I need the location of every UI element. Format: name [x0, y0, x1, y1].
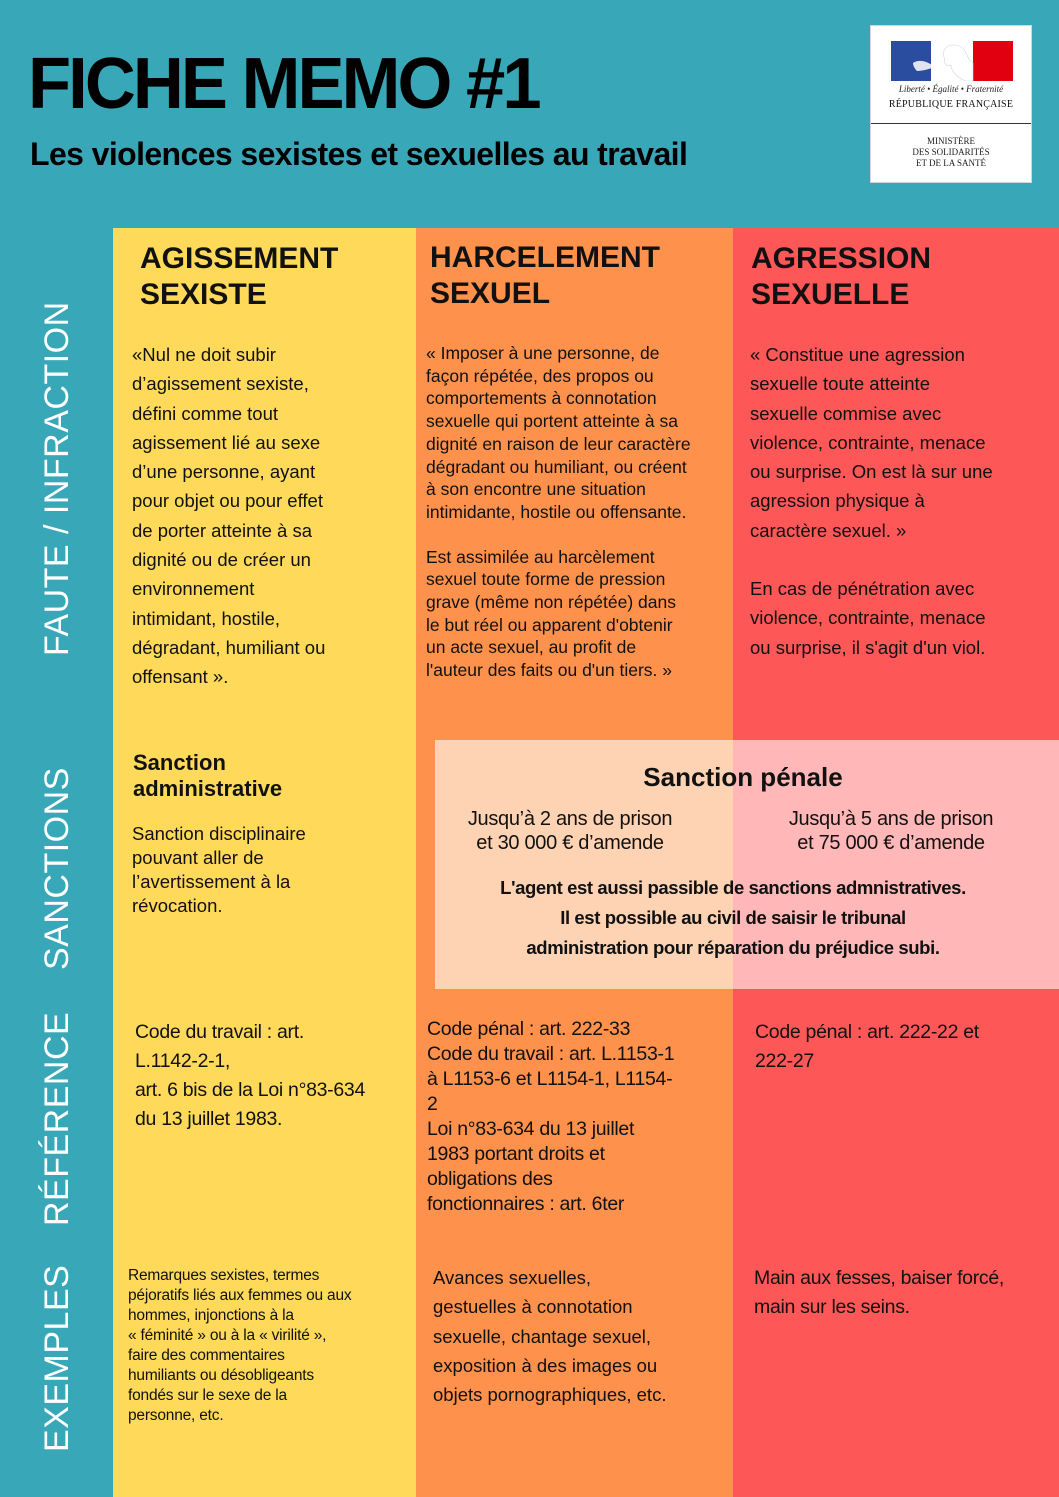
text-line: Code pénal : art. 222-22 et — [755, 1021, 979, 1043]
text-line: comportements à connotation — [426, 388, 657, 409]
text-line: « Imposer à une personne, de — [426, 343, 660, 363]
text-line: façon répétée, des propos ou — [426, 365, 654, 386]
text-line: Sanction — [133, 750, 226, 775]
text-line: main sur les seins. — [754, 1296, 910, 1318]
penalty-agression — [755, 807, 1027, 855]
text-line: hommes, injonctions à la — [128, 1307, 294, 1324]
text-line: dignité ou de créer un — [132, 549, 311, 571]
text-line: Code du travail : art. — [135, 1021, 304, 1043]
text-line: gestuelles à connotation — [433, 1296, 633, 1318]
heading-line: HARCELEMENT — [430, 241, 660, 274]
heading-line: SEXUELLE — [751, 278, 910, 311]
text-line: sexuel toute forme de pression — [426, 569, 666, 590]
text-line: 222-27 — [755, 1050, 814, 1072]
text-line: défini comme tout — [132, 402, 279, 424]
ministry-line: ET DE LA SANTÉ — [915, 158, 987, 168]
text-line: l’avertissement à la — [132, 871, 291, 892]
text-line: Remarques sexistes, termes — [128, 1267, 320, 1284]
text-line: et 30 000 € d’amende — [476, 832, 664, 854]
text-line: agissement lié au sexe — [132, 431, 321, 453]
text-line: grave (même non répétée) dans — [426, 592, 676, 613]
text-line: intimidant, hostile, — [132, 607, 281, 629]
text-line: ou surprise. On est là sur une — [750, 461, 993, 483]
text-line: pouvant aller de — [132, 847, 264, 868]
text-line: L'agent est aussi passible de sanctions admnistratives. — [500, 877, 966, 898]
ministry-line: DES SOLIDARITÉS — [912, 147, 990, 157]
logo-republic: RÉPUBLIQUE FRANÇAISE — [888, 99, 1014, 110]
heading-line: SEXISTE — [140, 278, 267, 311]
text-line: « Constitue une agression — [750, 344, 965, 365]
text-line: Loi n°83-634 du 13 juillet — [427, 1118, 635, 1140]
text-line: L.1142-2-1, — [135, 1050, 230, 1072]
heading-agression-sexuelle — [751, 241, 931, 313]
row-label-exemples: EXEMPLES — [38, 1264, 76, 1452]
text-line: sexuelle, chantage sexuel, — [433, 1325, 652, 1347]
text-line: Est assimilée au harcèlement — [426, 546, 655, 567]
text-line: et 75 000 € d’amende — [797, 832, 985, 854]
heading-line: SEXUEL — [430, 277, 551, 310]
sanction-penale-box — [435, 740, 1059, 989]
text-line: «Nul ne doit subir — [132, 344, 276, 365]
text-line: sexuelle commise avec — [750, 402, 942, 424]
text-line: du 13 juillet 1983. — [135, 1108, 283, 1130]
text-line: Code du travail : art. L.1153-1 — [427, 1043, 675, 1065]
reference-agression-sexuelle — [755, 1018, 979, 1076]
text-line: faire des commentaires — [128, 1347, 285, 1364]
text-line: Main aux fesses, baiser forcé, — [754, 1267, 1005, 1289]
text-line: fondés sur le sexe de la — [128, 1387, 287, 1404]
penalty-harcelement — [435, 807, 705, 855]
text-line: Avances sexuelles, — [433, 1267, 592, 1288]
text-line: dégradant, humiliant ou — [132, 636, 326, 658]
text-line: le but réel ou apparent d'obtenir — [426, 614, 673, 635]
text-line: 2 — [427, 1093, 438, 1115]
text-line: violence, contrainte, menace — [750, 607, 986, 629]
text-line: intimidante, hostile ou offensante. — [426, 501, 687, 522]
logo-divider — [871, 123, 1031, 124]
text-line: Jusqu’à 2 ans de prison — [467, 808, 673, 830]
marianne-flag-icon — [891, 41, 1013, 81]
text-line: sexuelle toute atteinte — [750, 373, 930, 395]
row-label-faute: FAUTE / INFRACTION — [38, 301, 76, 656]
text-line: l'auteur des faits ou d'un tiers. » — [426, 660, 672, 681]
text-line: 1983 portant droits et — [427, 1143, 605, 1165]
text-line: révocation. — [132, 895, 223, 916]
page-title: FICHE MEMO #1 — [28, 44, 539, 124]
text-line: administration pour réparation du préjudice subi. — [526, 937, 940, 958]
definition-agression-sexuelle — [750, 340, 1050, 662]
republique-francaise-logo — [870, 25, 1032, 183]
text-line: exposition à des images ou — [433, 1354, 658, 1376]
logo-ministry — [871, 136, 1031, 169]
text-line: d’agissement sexiste, — [132, 373, 309, 395]
sanction-penale-title: Sanction pénale — [643, 762, 843, 792]
definition-harcelement-sexuel — [426, 342, 726, 682]
text-line: caractère sexuel. » — [750, 519, 907, 541]
text-line: Jusqu’à 5 ans de prison — [788, 808, 994, 830]
logo-motto: Liberté • Égalité • Fraternité — [898, 84, 1004, 94]
text-line: de porter atteinte à sa — [132, 519, 312, 541]
text-line: fonctionnaires : art. 6ter — [427, 1193, 625, 1215]
text-line: dégradant ou humiliant, ou créent — [426, 456, 687, 477]
examples-agissement-sexiste — [128, 1266, 351, 1426]
text-line: administrative — [133, 776, 283, 801]
penal-note — [435, 873, 1031, 963]
page-subtitle: Les violences sexistes et sexuelles au travail — [30, 136, 688, 172]
ministry-line: MINISTÈRE — [927, 136, 975, 146]
text-line: péjoratifs liés aux femmes ou aux — [128, 1287, 352, 1304]
text-line: à L1153-6 et L1154-1, L1154- — [427, 1068, 673, 1090]
text-line: un acte sexuel, au profit de — [426, 637, 637, 658]
text-line: objets pornographiques, etc. — [433, 1384, 667, 1406]
heading-line: AGRESSION — [751, 242, 932, 275]
text-line: offensant ». — [132, 666, 229, 688]
text-line: art. 6 bis de la Loi n°83-634 — [135, 1079, 366, 1101]
text-line: sexuelle qui portent atteinte à sa — [426, 411, 678, 432]
text-line: Sanction disciplinaire — [132, 823, 306, 844]
reference-harcelement-sexuel — [427, 1017, 674, 1217]
text-line: environnement — [132, 578, 255, 600]
text-line: violence, contrainte, menace — [750, 431, 986, 453]
text-line: à son encontre une situation — [426, 479, 646, 500]
sanction-administrative-title — [133, 750, 282, 802]
row-label-sanctions: SANCTIONS — [38, 767, 76, 970]
examples-agression-sexuelle — [754, 1264, 1004, 1322]
text-line: d’une personne, ayant — [132, 461, 316, 483]
definition-agissement-sexiste — [132, 340, 402, 692]
text-line: obligations des — [427, 1168, 553, 1190]
reference-agissement-sexiste — [135, 1018, 365, 1134]
text-line: Il est possible au civil de saisir le tribunal — [560, 907, 906, 928]
sanction-administrative-text — [132, 822, 306, 918]
text-line: dignité en raison de leur caractère — [426, 433, 691, 454]
text-line: ou surprise, il s'agit d'un viol. — [750, 636, 986, 658]
row-label-reference: RÉFÉRENCE — [38, 1011, 76, 1226]
text-line: Code pénal : art. 222-33 — [427, 1018, 631, 1040]
text-line: humiliants ou désobligeants — [128, 1367, 314, 1384]
text-line: personne, etc. — [128, 1407, 224, 1424]
text-line: pour objet ou pour effet — [132, 490, 323, 512]
heading-agissement-sexiste — [140, 241, 338, 313]
examples-harcelement-sexuel — [433, 1263, 666, 1409]
heading-line: AGISSEMENT — [140, 242, 339, 275]
text-line: En cas de pénétration avec — [750, 578, 975, 600]
text-line: agression physique à — [750, 490, 925, 512]
text-line: « féminité » ou à la « virilité », — [128, 1327, 327, 1344]
heading-harcelement-sexuel — [430, 240, 660, 312]
